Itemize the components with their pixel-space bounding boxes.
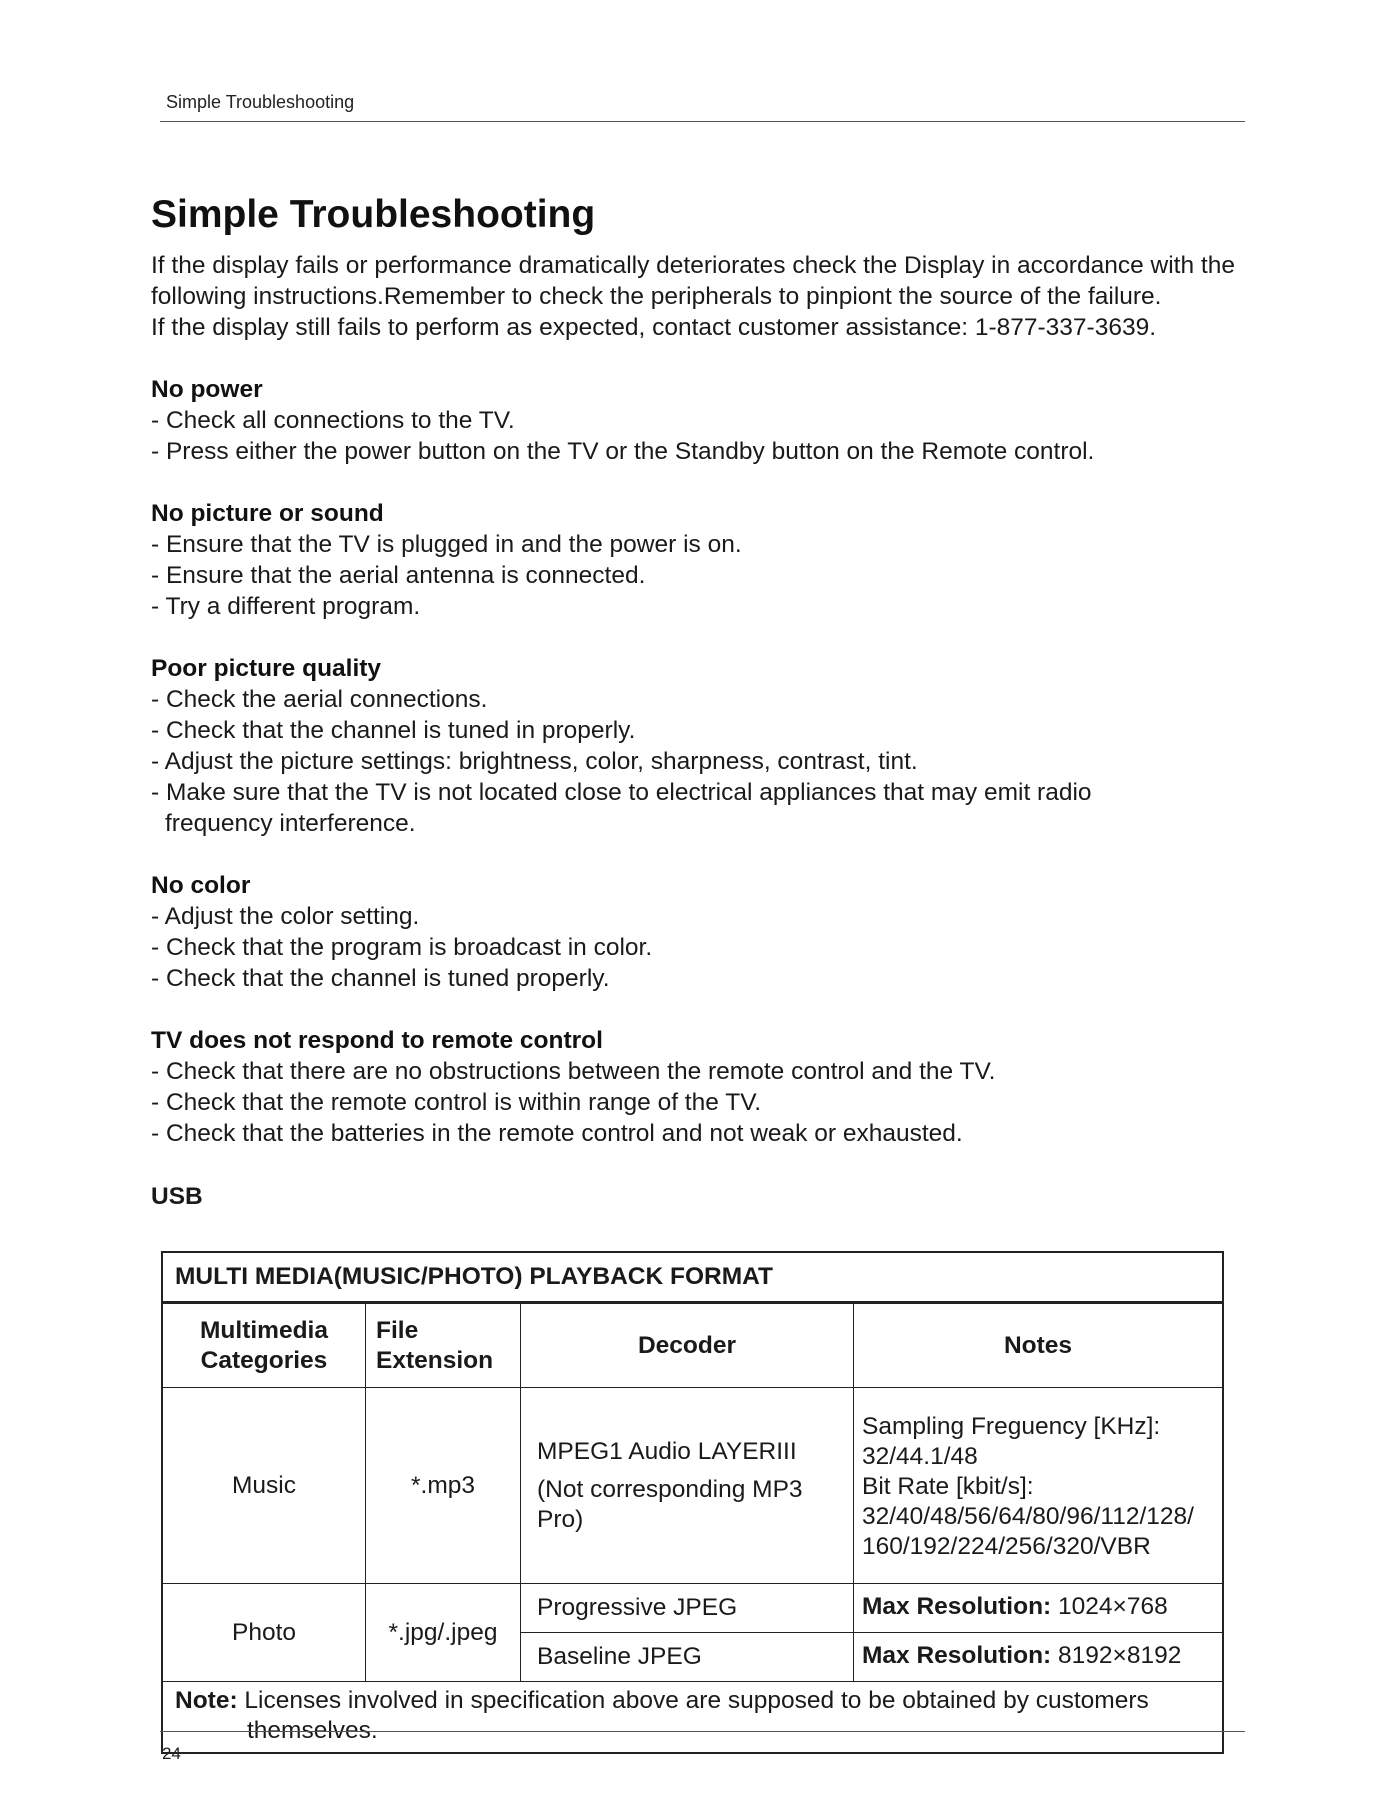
notes-line: 160/192/224/256/320/VBR [862, 1532, 1151, 1560]
table-note [162, 1682, 1223, 1754]
running-header: Simple Troubleshooting [166, 92, 355, 112]
list-item: - Adjust the picture settings: brightness, color, sharpness, contrast, tint. [151, 748, 918, 775]
list-item: - Check that the batteries in the remote control and not weak or exhausted. [151, 1120, 963, 1147]
header-extension-line: File [376, 1316, 419, 1344]
playback-format-table [161, 1251, 1224, 1754]
tip-list [151, 1056, 1251, 1149]
cell-decoder: Progressive JPEG [521, 1584, 854, 1633]
usb-heading: USB [151, 1183, 203, 1210]
section-remote-control [151, 1025, 1251, 1149]
list-item: - Check the aerial connections. [151, 686, 488, 713]
header-notes: Notes [854, 1303, 1224, 1388]
intro-paragraph: If the display fails or performance dramatically deteriorates check the Display in accordance with the following instructions.Remember to check the peripherals to pinpiont the source of the failure. [151, 252, 1235, 310]
max-resolution-label: Max Resolution: [862, 1593, 1052, 1620]
footer-divider [160, 1731, 1245, 1732]
header-extension-line: Extension [376, 1346, 494, 1374]
section-heading: TV does not respond to remote control [151, 1027, 603, 1054]
table-row-music [162, 1388, 1223, 1584]
max-resolution-label: Max Resolution: [862, 1642, 1052, 1669]
header-category-line: Categories [200, 1346, 328, 1374]
section-heading: Poor picture quality [151, 655, 382, 682]
section-poor-picture-quality [151, 653, 1251, 839]
section-no-picture-or-sound [151, 498, 1251, 622]
note-body: Licenses involved in specification above are supposed to be obtained by customers themselves. [237, 1687, 1156, 1744]
list-item: - Check that the remote control is within range of the TV. [151, 1089, 762, 1116]
max-resolution-value: 8192×8192 [1051, 1642, 1182, 1669]
tip-list [151, 405, 1251, 467]
cell-category: Music [162, 1388, 366, 1584]
max-resolution-value: 1024×768 [1051, 1593, 1168, 1620]
page-title: Simple Troubleshooting [151, 193, 596, 236]
list-item: - Try a different program. [151, 593, 421, 620]
list-item: - Ensure that the aerial antenna is connected. [151, 562, 646, 589]
cell-notes [854, 1584, 1224, 1633]
list-item: - Check that the channel is tuned in properly. [151, 717, 636, 744]
cell-decoder [521, 1388, 854, 1584]
header-divider [160, 121, 1245, 122]
note-label: Note: [175, 1687, 238, 1714]
notes-line: Sampling Freguency [KHz]: [862, 1412, 1161, 1440]
tip-list [151, 529, 1251, 622]
cell-notes [854, 1388, 1224, 1584]
cell-category: Photo [162, 1584, 366, 1682]
header-extension [366, 1303, 521, 1388]
list-item: - Adjust the color setting. [151, 903, 420, 930]
intro-paragraph: If the display still fails to perform as expected, contact customer assistance: 1-877-337-3639. [151, 314, 1157, 341]
section-no-power [151, 374, 1251, 467]
table-header-row [162, 1303, 1223, 1388]
decoder-note: (Not corresponding MP3 Pro) [537, 1475, 803, 1533]
list-item: - Check that there are no obstructions between the remote control and the TV. [151, 1058, 996, 1085]
tip-list [151, 684, 1251, 839]
list-item: - Ensure that the TV is plugged in and the power is on. [151, 531, 742, 558]
header-category-line: Multimedia [200, 1316, 328, 1344]
header-decoder: Decoder [521, 1303, 854, 1388]
section-heading: No power [151, 376, 263, 403]
header-category [162, 1303, 366, 1388]
cell-decoder: Baseline JPEG [521, 1633, 854, 1682]
cell-extension: *.jpg/.jpeg [366, 1584, 521, 1682]
table-note-row [162, 1682, 1223, 1754]
notes-line: 32/44.1/48 [862, 1442, 978, 1470]
list-item: - Check all connections to the TV. [151, 407, 515, 434]
tip-list [151, 901, 1251, 994]
decoder-name: MPEG1 Audio LAYERIII [537, 1437, 797, 1465]
note-text [175, 1686, 1210, 1746]
list-item: - Check that the channel is tuned properly. [151, 965, 610, 992]
table-row-photo [162, 1584, 1223, 1633]
notes-line: Bit Rate [kbit/s]: [862, 1472, 1034, 1500]
section-no-color [151, 870, 1251, 994]
cell-notes [854, 1633, 1224, 1682]
notes-line: 32/40/48/56/64/80/96/112/128/ [862, 1502, 1194, 1530]
section-heading: No color [151, 872, 251, 899]
list-item: - Make sure that the TV is not located close to electrical appliances that may emit radio frequency interference. [151, 779, 1092, 837]
cell-extension: *.mp3 [366, 1388, 521, 1584]
section-heading: No picture or sound [151, 500, 384, 527]
list-item: - Check that the program is broadcast in color. [151, 934, 653, 961]
intro [151, 250, 1251, 343]
list-item: - Press either the power button on the TV or the Standby button on the Remote control. [151, 438, 1095, 465]
page-content [151, 190, 1251, 1212]
table-caption: MULTI MEDIA(MUSIC/PHOTO) PLAYBACK FORMAT [162, 1252, 1223, 1303]
page-number: 24 [162, 1744, 181, 1763]
